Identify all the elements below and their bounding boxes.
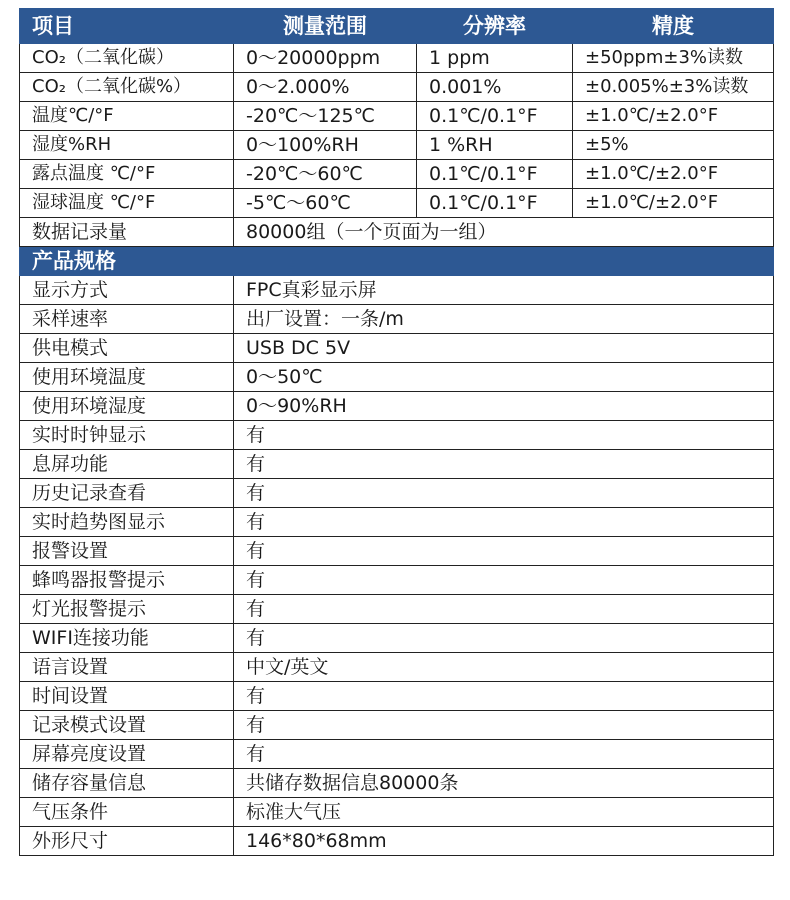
row-item: 屏幕亮度设置 [20,740,234,769]
row-item: 数据记录量 [20,218,234,247]
row-accuracy: ±1.0℃/±2.0°F [573,102,774,131]
row-item: 露点温度 ℃/°F [20,160,234,189]
row-item: 蜂鸣器报警提示 [20,566,234,595]
row-resolution: 0.1℃/0.1°F [417,189,573,218]
spec-table [19,8,774,856]
table-row [20,682,774,711]
row-range: 0～100%RH [234,131,417,160]
row-item: 时间设置 [20,682,234,711]
header-item: 项目 [20,9,234,44]
row-value: 有 [234,508,774,537]
row-accuracy: ±5% [573,131,774,160]
table-row [20,479,774,508]
row-value: 146*80*68mm [234,827,774,856]
row-item: 温度℃/°F [20,102,234,131]
row-item: 湿度%RH [20,131,234,160]
section-title: 产品规格 [20,247,234,276]
table-row [20,624,774,653]
row-item: 灯光报警提示 [20,595,234,624]
row-value: 有 [234,537,774,566]
row-item: 外形尺寸 [20,827,234,856]
row-range: 0～2.000% [234,73,417,102]
section-title-filler [234,247,774,276]
table-row [20,44,774,73]
row-value: 有 [234,682,774,711]
header-range: 测量范围 [234,9,417,44]
table-row [20,537,774,566]
row-item: 使用环境湿度 [20,392,234,421]
table-row [20,276,774,305]
row-item: 湿球温度 ℃/°F [20,189,234,218]
table-header [20,9,774,44]
row-value: 80000组（一个页面为一组） [234,218,774,247]
row-item: 语言设置 [20,653,234,682]
table-row [20,73,774,102]
row-item: 实时趋势图显示 [20,508,234,537]
row-value: 有 [234,624,774,653]
table-row [20,566,774,595]
row-value: 0～90%RH [234,392,774,421]
row-value: 有 [234,711,774,740]
row-item: 供电模式 [20,334,234,363]
row-value: 有 [234,450,774,479]
table-row [20,421,774,450]
measurement-section [20,9,774,44]
row-accuracy: ±1.0℃/±2.0°F [573,160,774,189]
row-resolution: 1 %RH [417,131,573,160]
row-item: 显示方式 [20,276,234,305]
row-value: 有 [234,595,774,624]
row-item: 实时时钟显示 [20,421,234,450]
row-item: 储存容量信息 [20,769,234,798]
measurement-rows [20,44,774,218]
row-value: 有 [234,421,774,450]
table-row [20,392,774,421]
row-item: 息屏功能 [20,450,234,479]
row-accuracy: ±0.005%±3%读数 [573,73,774,102]
row-item: 使用环境温度 [20,363,234,392]
table-row [20,131,774,160]
row-value: FPC真彩显示屏 [234,276,774,305]
row-resolution: 0.001% [417,73,573,102]
row-range: -20℃～125℃ [234,102,417,131]
table-row [20,653,774,682]
row-accuracy: ±50ppm±3%读数 [573,44,774,73]
table-row [20,305,774,334]
row-item: 历史记录查看 [20,479,234,508]
row-item: 报警设置 [20,537,234,566]
row-item: CO₂（二氧化碳） [20,44,234,73]
row-value: 有 [234,740,774,769]
table-row [20,363,774,392]
row-accuracy: ±1.0℃/±2.0°F [573,189,774,218]
table-row [20,102,774,131]
row-item: 气压条件 [20,798,234,827]
table-row [20,218,774,247]
section-header-row [20,247,774,276]
data-record-section [20,218,774,276]
table-row [20,508,774,537]
table-row [20,827,774,856]
table-row [20,740,774,769]
row-resolution: 0.1℃/0.1°F [417,102,573,131]
row-resolution: 0.1℃/0.1°F [417,160,573,189]
row-value: 有 [234,566,774,595]
table-row [20,160,774,189]
row-item: CO₂（二氧化碳%） [20,73,234,102]
header-resolution: 分辨率 [417,9,573,44]
table-row [20,334,774,363]
header-accuracy: 精度 [573,9,774,44]
row-item: 采样速率 [20,305,234,334]
row-range: -5℃～60℃ [234,189,417,218]
row-value: USB DC 5V [234,334,774,363]
row-range: 0～20000ppm [234,44,417,73]
table-row [20,189,774,218]
row-range: -20℃～60℃ [234,160,417,189]
row-value: 标准大气压 [234,798,774,827]
table-row [20,711,774,740]
spec-rows [20,276,774,856]
row-item: 记录模式设置 [20,711,234,740]
table-row [20,595,774,624]
row-resolution: 1 ppm [417,44,573,73]
table-row [20,798,774,827]
row-value: 共储存数据信息80000条 [234,769,774,798]
row-item: WIFI连接功能 [20,624,234,653]
table-row [20,769,774,798]
row-value: 0～50℃ [234,363,774,392]
row-value: 有 [234,479,774,508]
table-row [20,450,774,479]
row-value: 出厂设置：一条/m [234,305,774,334]
row-value: 中文/英文 [234,653,774,682]
